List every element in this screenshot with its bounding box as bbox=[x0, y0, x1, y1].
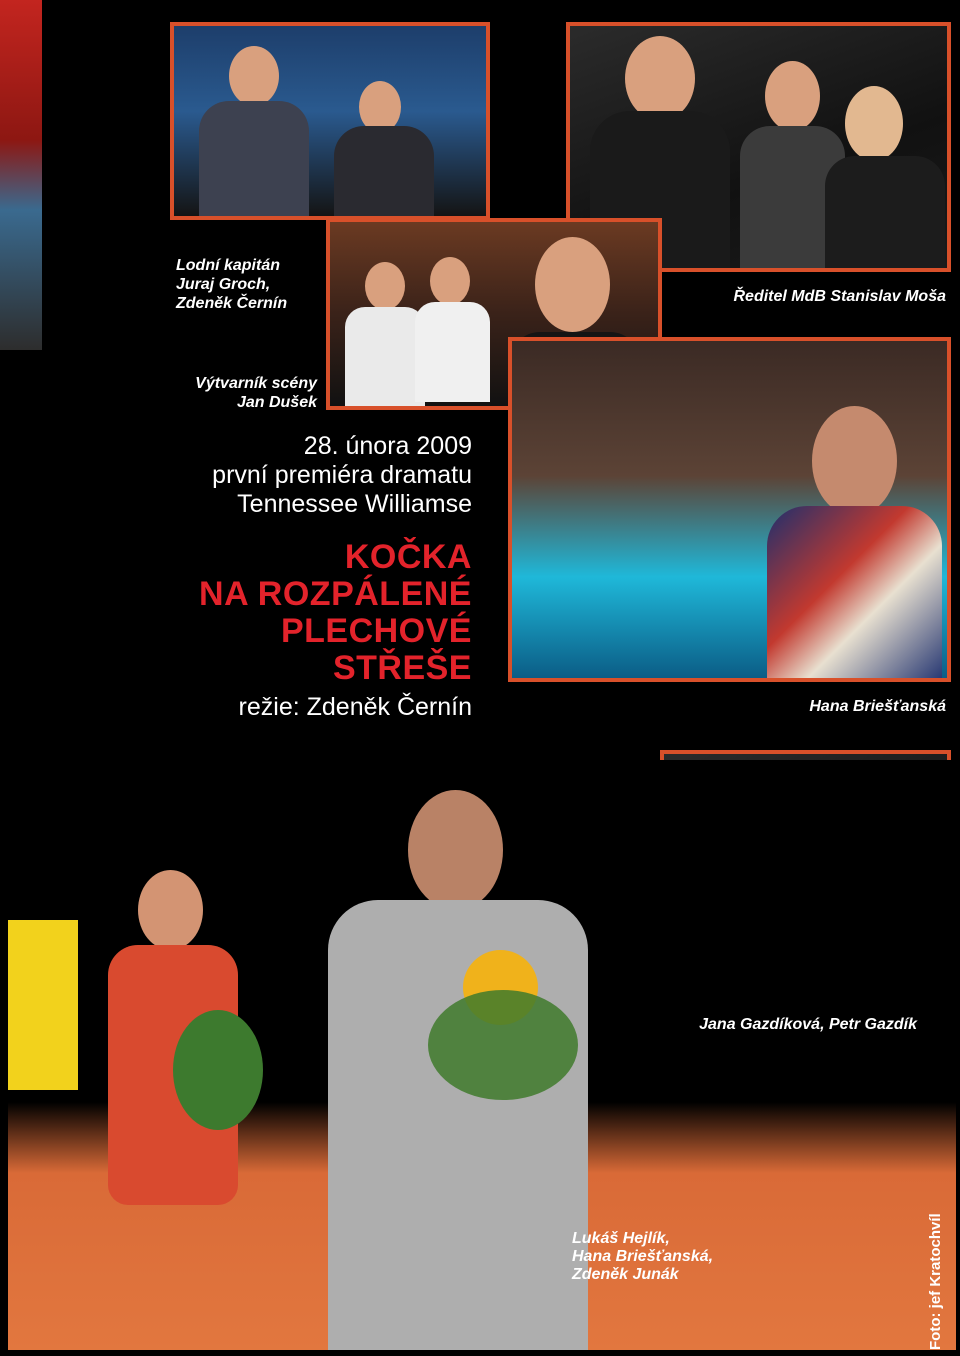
caption-groch: Lodní kapitán Juraj Groch, Zdeněk Černín bbox=[176, 257, 288, 312]
director-line: režie: Zdeněk Černín bbox=[238, 693, 472, 721]
headline-block bbox=[132, 432, 472, 722]
photo-briestanska bbox=[508, 337, 951, 682]
play-title-line3: PLECHOVÉ bbox=[280, 612, 472, 650]
caption-gazdik: Jana Gazdíková, Petr Gazdík bbox=[699, 1016, 917, 1033]
premiere-subtitle: první premiéra dramatu bbox=[212, 461, 472, 489]
caption-mosa: Ředitel MdB Stanislav Moša bbox=[733, 288, 946, 305]
photo-groch-cernin bbox=[170, 22, 490, 220]
play-title-line4: STŘEŠE bbox=[332, 649, 472, 687]
premiere-date: 28. února 2009 bbox=[303, 432, 472, 460]
play-title-line2: NA ROZPÁLENÉ bbox=[199, 575, 472, 613]
photo-stage-bow bbox=[8, 760, 956, 1350]
caption-briestanska: Hana Briešťanská bbox=[809, 698, 946, 715]
caption-dusek: Výtvarník scény Jan Dušek bbox=[195, 375, 317, 411]
photo-credit-text: Foto: jef Kratochvíl bbox=[927, 1213, 944, 1350]
left-edge-photo bbox=[0, 0, 42, 350]
author-line: Tennessee Williamse bbox=[237, 490, 472, 518]
caption-hejlik: Lukáš Hejlík, Hana Briešťanská, Zdeněk Junák bbox=[572, 1230, 714, 1283]
play-title-line1: KOČKA bbox=[344, 538, 472, 576]
photo-credit bbox=[927, 1160, 944, 1350]
